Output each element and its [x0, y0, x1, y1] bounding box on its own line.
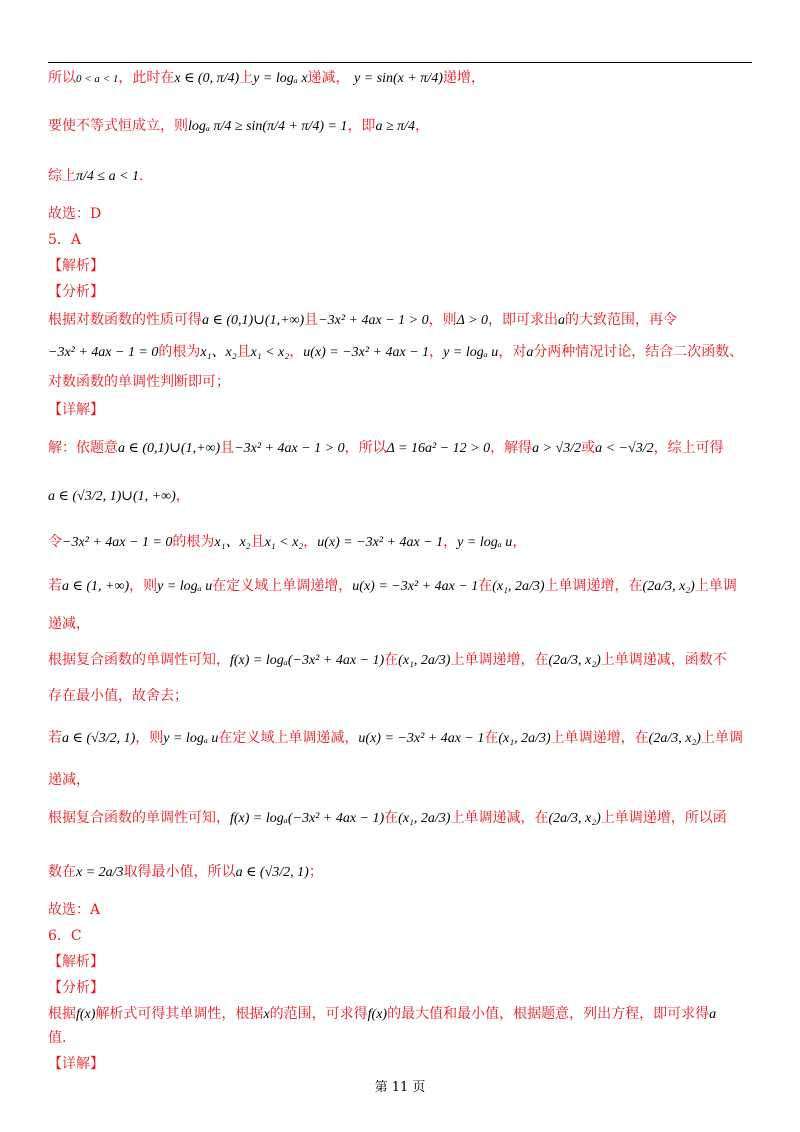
text: 在 [484, 730, 499, 746]
text: ， [443, 534, 458, 550]
section-heading: 【解析】 [48, 954, 104, 970]
text-line-22 [48, 864, 323, 882]
text-line-17 [48, 652, 727, 670]
math: y = logₐ u [457, 535, 513, 550]
text: 且 [220, 440, 235, 456]
header-rule [48, 62, 752, 63]
math: x ∈ (0, π/4) [174, 71, 240, 86]
math: (x₁, 2a/3) [398, 653, 451, 668]
text: 要使不等式恒成立，则 [48, 118, 188, 134]
text: 根据对数函数的性质可得 [48, 312, 202, 328]
text: 的大致范围，再令 [565, 312, 678, 328]
section-heading: 【解析】 [48, 258, 104, 274]
section-heading: 【分析】 [48, 980, 104, 996]
math: a [558, 313, 566, 328]
text: ，综上可得 [653, 440, 724, 456]
text-line-2 [48, 118, 429, 136]
text: 令 [48, 534, 62, 550]
text: 的根为 [172, 534, 215, 550]
math: (x₁, 2a/3) [398, 811, 451, 826]
math: 0 < a < 1 [76, 73, 119, 85]
text: 递减， [307, 70, 350, 86]
text: 若 [48, 730, 62, 746]
text: 分两种情况讨论，结合二次函数、 [533, 344, 744, 360]
text: 在 [384, 810, 399, 826]
text: 若 [48, 578, 62, 594]
math: Δ > 0 [456, 313, 489, 328]
text: ， [175, 488, 190, 504]
text: ； [308, 864, 323, 880]
math: y = logₐ x [253, 71, 308, 86]
text: 上单调递减，在 [450, 810, 549, 826]
text-line-12 [48, 440, 724, 458]
text: 的范围，可求得 [269, 1006, 368, 1022]
math: y = logₐ u [163, 731, 219, 746]
math: a [526, 345, 534, 360]
math: x₁ < x₂ [250, 345, 290, 360]
text: 根据复合函数的单调性可知， [48, 652, 230, 668]
math: (2a/3, x₂) [548, 653, 601, 668]
text: 在 [384, 652, 399, 668]
text: ， [415, 118, 430, 134]
text: ， [512, 534, 527, 550]
math: y = sin(x + π/4) [353, 71, 443, 86]
math: f(x) [367, 1007, 388, 1022]
text: 上单调递增，在 [550, 730, 649, 746]
text: 数在 [48, 864, 76, 880]
text-line-27 [48, 1006, 716, 1024]
text: 上单调 [694, 578, 737, 594]
text: 上单调递增，在 [450, 652, 549, 668]
math: −3x² + 4ax − 1 = 0 [48, 345, 159, 360]
math: u(x) = −3x² + 4ax − 1 [358, 731, 485, 746]
text-line-10: 对数函数的单调性判断即可； [48, 374, 230, 390]
text: 在 [478, 578, 493, 594]
text-line-9 [48, 344, 743, 362]
text: 所以 [48, 70, 76, 86]
text-line-1 [48, 70, 485, 88]
text: 的根为 [158, 344, 201, 360]
text: ，则 [135, 730, 164, 746]
math: x = 2a/3 [76, 865, 124, 880]
text: ，对 [498, 344, 527, 360]
text-line-21 [48, 810, 727, 828]
text: 且 [250, 534, 265, 550]
text: 在定义域上单调递减， [218, 730, 359, 746]
math: (2a/3, x₂) [642, 579, 695, 594]
text-line-14 [48, 534, 526, 552]
math: f(x) [76, 1007, 96, 1022]
math: x₁ < x₂ [264, 535, 304, 550]
math: −3x² + 4ax − 1 > 0 [318, 313, 429, 328]
math: logₐ π/4 ≥ sin(π/4 + π/4) = 1 [188, 119, 348, 134]
math: a < −√3/2 [595, 441, 654, 456]
text: ，解得 [490, 440, 533, 456]
text: 解析式可得其单调性，根据 [95, 1006, 264, 1022]
text-line-18: 存在最小值，故舍去； [48, 688, 188, 704]
math: f(x) = logₐ(−3x² + 4ax − 1) [230, 653, 385, 668]
text-line-3 [48, 168, 144, 186]
math: (x₁, 2a/3) [492, 579, 545, 594]
text-line-20: 递减， [48, 772, 90, 788]
math: a ∈ (√3/2, 1) [235, 865, 309, 880]
text-line-13 [48, 488, 190, 506]
math: Δ = 16a² − 12 > 0 [386, 441, 491, 456]
section-heading: 【详解】 [48, 402, 104, 418]
math: a ∈ (0,1)∪(1,+∞) [202, 313, 305, 328]
text: 上单调 [700, 730, 743, 746]
math: (2a/3, x₂) [648, 731, 701, 746]
answer-line: 故选：A [48, 902, 101, 918]
math: x₁、x₂ [214, 535, 251, 550]
math: y = logₐ u [157, 579, 213, 594]
text: 的最大值和最小值，根据题意，列出方程，即可求得 [387, 1006, 710, 1022]
text: 取得最小值，所以 [123, 864, 236, 880]
text: 且 [304, 312, 319, 328]
math: (2a/3, x₂) [548, 811, 601, 826]
math: y = logₐ u [443, 345, 499, 360]
text: ， [429, 344, 444, 360]
text: 根据复合函数的单调性可知， [48, 810, 230, 826]
math: u(x) = −3x² + 4ax − 1 [317, 535, 444, 550]
question-number: 5．A [48, 232, 82, 248]
text: 递增， [442, 70, 485, 86]
text-line-19 [48, 730, 743, 748]
text: 上单调递增，所以函 [600, 810, 727, 826]
math: a ∈ (1, +∞) [62, 579, 130, 594]
math: u(x) = −3x² + 4ax − 1 [303, 345, 430, 360]
text-line-8 [48, 312, 677, 330]
text: 上 [239, 70, 254, 86]
math: a [709, 1007, 717, 1022]
text: . [139, 168, 144, 184]
math: a > √3/2 [532, 441, 582, 456]
text: 在定义域上单调递增， [212, 578, 353, 594]
text: 综上 [48, 168, 76, 184]
text-line-28: 值. [48, 1030, 67, 1046]
text: ，即可求出 [488, 312, 559, 328]
text: 上单调递减，函数不 [600, 652, 727, 668]
text: 且 [236, 344, 251, 360]
math: a ≥ π/4 [375, 119, 416, 134]
text: 或 [581, 440, 596, 456]
math: −3x² + 4ax − 1 > 0 [234, 441, 345, 456]
question-number: 6．C [48, 928, 82, 944]
math: x [263, 1007, 270, 1022]
math: x₁、x₂ [200, 345, 237, 360]
text: ，即 [347, 118, 376, 134]
text: ，则 [129, 578, 158, 594]
text: 上单调递增，在 [544, 578, 643, 594]
math: u(x) = −3x² + 4ax − 1 [352, 579, 479, 594]
text: 解：依题意 [48, 440, 118, 456]
section-heading: 【详解】 [48, 1056, 104, 1072]
math: a ∈ (√3/2, 1) [62, 731, 136, 746]
text: ， [289, 344, 304, 360]
section-heading: 【分析】 [48, 284, 104, 300]
math: a ∈ (0,1)∪(1,+∞) [118, 441, 221, 456]
text: ，则 [428, 312, 457, 328]
text: ，所以 [344, 440, 387, 456]
text: 根据 [48, 1006, 76, 1022]
text: ， [303, 534, 318, 550]
page-number: 第 11 页 [374, 1080, 426, 1095]
text-line-16: 递减， [48, 616, 90, 632]
math: a ∈ (√3/2, 1)∪(1, +∞) [48, 489, 176, 504]
math: (x₁, 2a/3) [498, 731, 551, 746]
math: π/4 ≤ a < 1 [76, 169, 140, 184]
math: −3x² + 4ax − 1 = 0 [62, 535, 173, 550]
answer-line: 故选：D [48, 206, 102, 222]
text: ，此时在 [118, 70, 175, 86]
text-line-15 [48, 578, 737, 596]
math: f(x) = logₐ(−3x² + 4ax − 1) [230, 811, 385, 826]
